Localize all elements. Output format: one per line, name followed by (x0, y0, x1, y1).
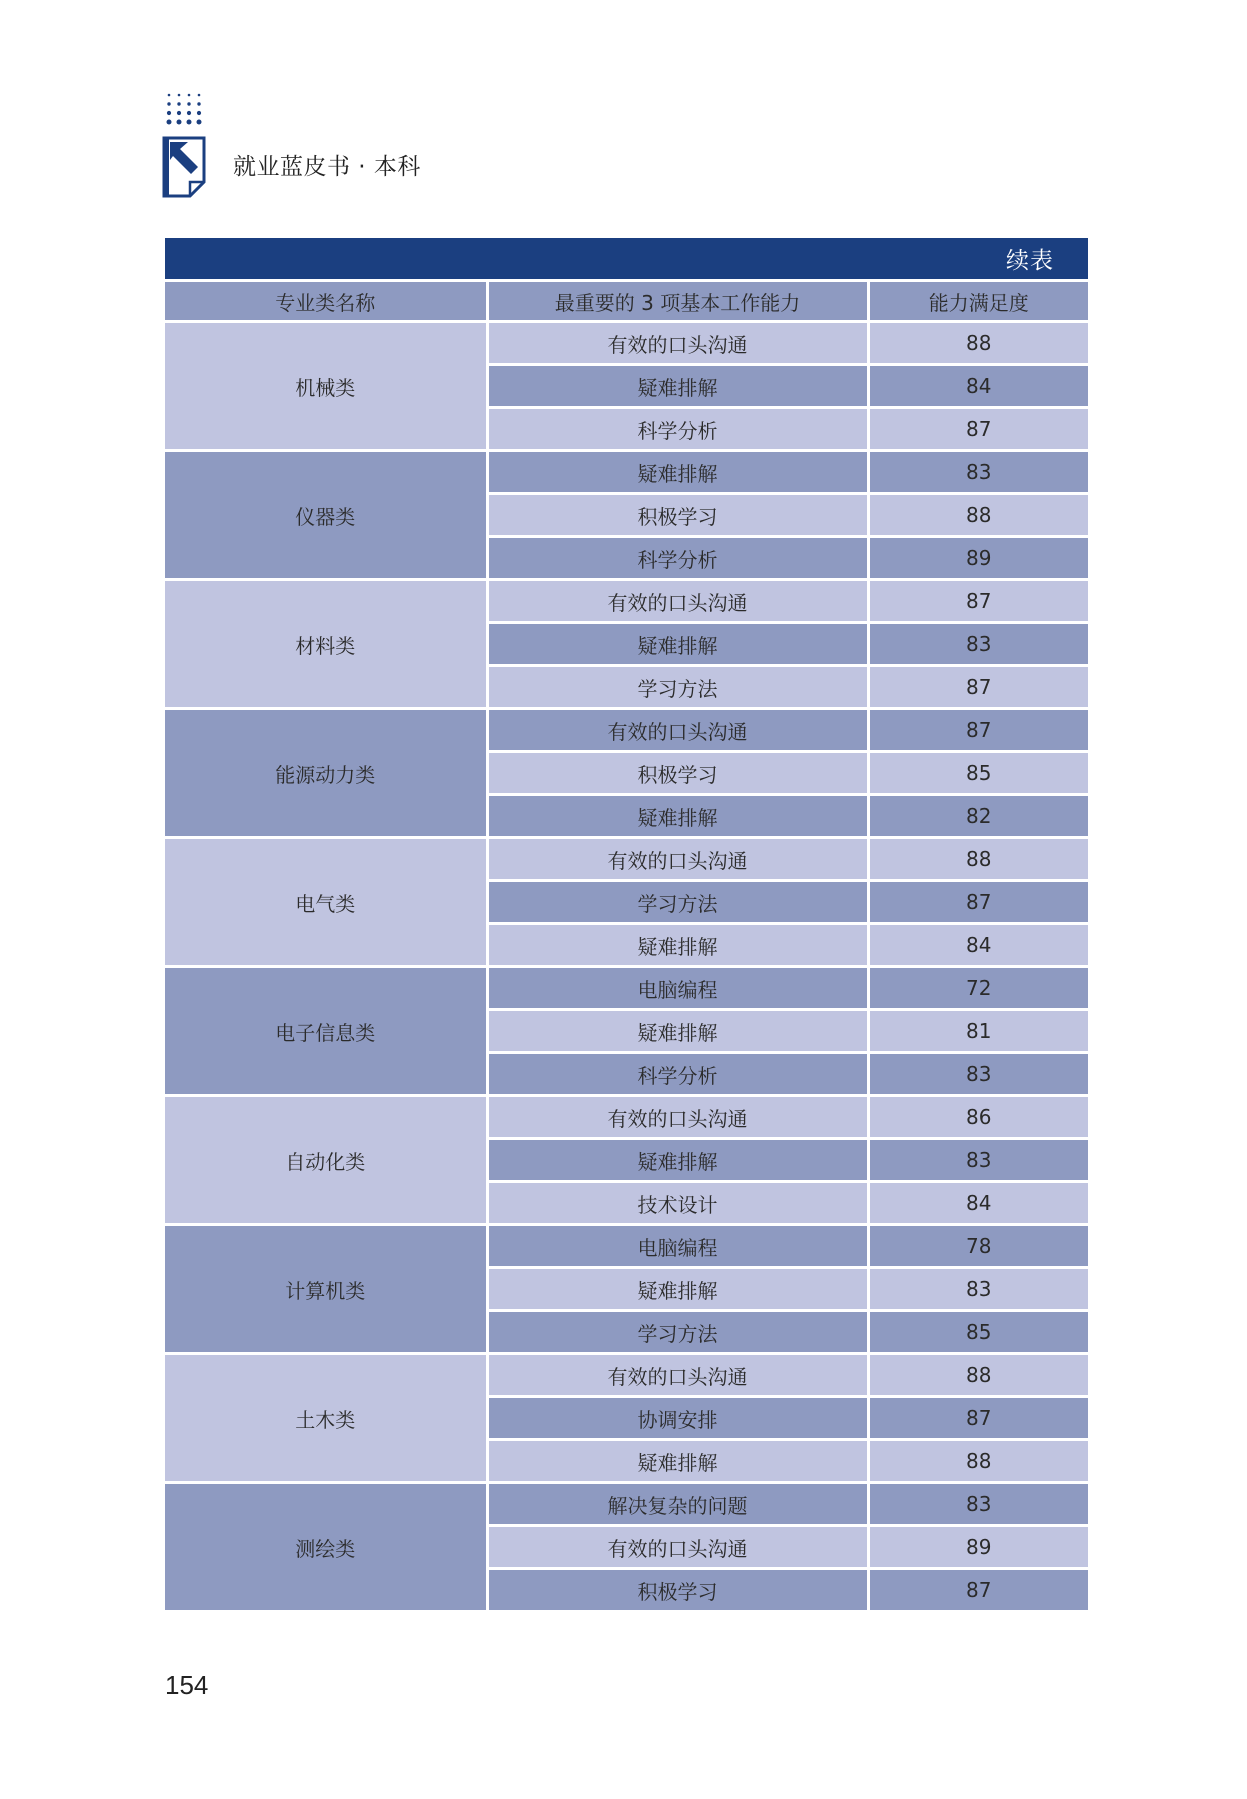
major-category-cell: 测绘类 (165, 1483, 487, 1612)
header-title: 就业蓝皮书 · 本科 (233, 154, 421, 180)
score-cell: 87 (868, 1397, 1088, 1440)
major-category-cell: 能源动力类 (165, 709, 487, 838)
table-row (165, 1483, 1088, 1526)
column-header-ability: 最重要的 3 项基本工作能力 (487, 282, 868, 322)
ability-cell: 有效的口头沟通 (487, 1526, 868, 1569)
score-cell: 87 (868, 1569, 1088, 1612)
score-cell: 89 (868, 1526, 1088, 1569)
score-cell: 84 (868, 365, 1088, 408)
score-cell: 87 (868, 881, 1088, 924)
table-row (165, 838, 1088, 881)
table-row (165, 1096, 1088, 1139)
ability-cell: 有效的口头沟通 (487, 1354, 868, 1397)
score-cell: 87 (868, 666, 1088, 709)
page-number: 154 (165, 1670, 209, 1700)
major-category-cell: 机械类 (165, 322, 487, 451)
score-cell: 88 (868, 1440, 1088, 1483)
table-row (165, 1225, 1088, 1268)
ability-cell: 积极学习 (487, 1569, 868, 1612)
major-category-cell: 电气类 (165, 838, 487, 967)
ability-cell: 积极学习 (487, 494, 868, 537)
score-cell: 88 (868, 494, 1088, 537)
ability-cell: 学习方法 (487, 881, 868, 924)
ability-cell: 积极学习 (487, 752, 868, 795)
table-caption: 续表 (1006, 248, 1054, 274)
score-cell: 87 (868, 709, 1088, 752)
table-row (165, 967, 1088, 1010)
score-cell: 83 (868, 451, 1088, 494)
running-header (160, 92, 560, 202)
ability-cell: 电脑编程 (487, 967, 868, 1010)
ability-cell: 学习方法 (487, 666, 868, 709)
ability-table (165, 238, 1088, 1613)
column-header-score: 能力满足度 (868, 282, 1088, 322)
data-table (165, 282, 1088, 1613)
table-row (165, 1354, 1088, 1397)
score-cell: 78 (868, 1225, 1088, 1268)
ability-cell: 疑难排解 (487, 451, 868, 494)
score-cell: 72 (868, 967, 1088, 1010)
ability-cell: 疑难排解 (487, 1139, 868, 1182)
major-category-cell: 土木类 (165, 1354, 487, 1483)
major-category-cell: 计算机类 (165, 1225, 487, 1354)
ability-cell: 科学分析 (487, 1053, 868, 1096)
score-cell: 84 (868, 924, 1088, 967)
ability-cell: 疑难排解 (487, 1440, 868, 1483)
ability-cell: 技术设计 (487, 1182, 868, 1225)
ability-cell: 科学分析 (487, 408, 868, 451)
ability-cell: 疑难排解 (487, 1268, 868, 1311)
ability-cell: 疑难排解 (487, 1010, 868, 1053)
score-cell: 87 (868, 408, 1088, 451)
table-row (165, 322, 1088, 365)
ability-cell: 电脑编程 (487, 1225, 868, 1268)
table-title-bar (165, 238, 1088, 282)
major-category-cell: 自动化类 (165, 1096, 487, 1225)
score-cell: 83 (868, 1268, 1088, 1311)
score-cell: 85 (868, 1311, 1088, 1354)
score-cell: 82 (868, 795, 1088, 838)
score-cell: 87 (868, 580, 1088, 623)
ability-cell: 协调安排 (487, 1397, 868, 1440)
score-cell: 83 (868, 1483, 1088, 1526)
table-row (165, 451, 1088, 494)
ability-cell: 科学分析 (487, 537, 868, 580)
score-cell: 84 (868, 1182, 1088, 1225)
ability-cell: 有效的口头沟通 (487, 580, 868, 623)
ability-cell: 疑难排解 (487, 924, 868, 967)
ability-cell: 有效的口头沟通 (487, 709, 868, 752)
score-cell: 88 (868, 1354, 1088, 1397)
major-category-cell: 仪器类 (165, 451, 487, 580)
score-cell: 83 (868, 1139, 1088, 1182)
dot-grid-icon (166, 92, 206, 132)
major-category-cell: 材料类 (165, 580, 487, 709)
column-header-major: 专业类名称 (165, 282, 487, 322)
score-cell: 89 (868, 537, 1088, 580)
score-cell: 83 (868, 623, 1088, 666)
ability-cell: 疑难排解 (487, 623, 868, 666)
score-cell: 85 (868, 752, 1088, 795)
ability-cell: 有效的口头沟通 (487, 322, 868, 365)
ability-cell: 解决复杂的问题 (487, 1483, 868, 1526)
score-cell: 86 (868, 1096, 1088, 1139)
book-arrow-logo-icon (160, 136, 208, 198)
ability-cell: 疑难排解 (487, 795, 868, 838)
score-cell: 83 (868, 1053, 1088, 1096)
ability-cell: 疑难排解 (487, 365, 868, 408)
table-row (165, 580, 1088, 623)
table-header-row (165, 282, 1088, 322)
ability-cell: 有效的口头沟通 (487, 1096, 868, 1139)
score-cell: 81 (868, 1010, 1088, 1053)
table-body (165, 322, 1088, 1612)
score-cell: 88 (868, 838, 1088, 881)
score-cell: 88 (868, 322, 1088, 365)
major-category-cell: 电子信息类 (165, 967, 487, 1096)
ability-cell: 学习方法 (487, 1311, 868, 1354)
table-row (165, 709, 1088, 752)
ability-cell: 有效的口头沟通 (487, 838, 868, 881)
